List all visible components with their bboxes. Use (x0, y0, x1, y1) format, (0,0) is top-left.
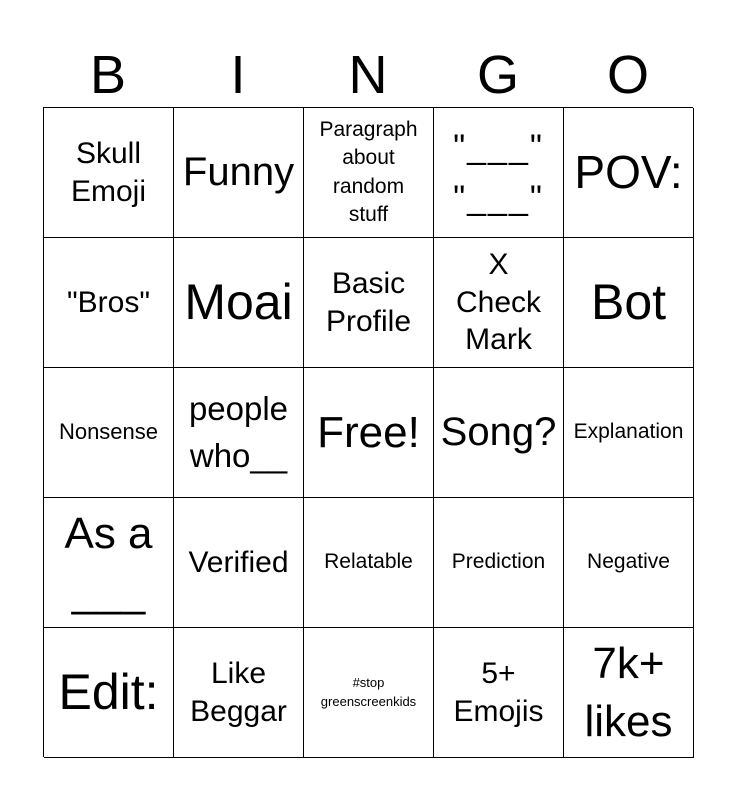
cell-label: Negative (587, 550, 670, 574)
bingo-cell[interactable] (304, 628, 434, 758)
cell-label: Nonsense (58, 419, 159, 445)
bingo-cell[interactable] (434, 628, 564, 758)
bingo-cell[interactable] (44, 368, 174, 498)
cell-label: Paragraph about random stuff (319, 117, 418, 226)
cell-label: POV: (574, 146, 683, 199)
header-letter-i: I (230, 45, 246, 105)
bingo-cell[interactable] (304, 108, 434, 238)
cell-label: X Check Mark (455, 248, 542, 357)
bingo-cell[interactable] (564, 108, 694, 238)
cell-label: 5+ Emojis (453, 657, 544, 728)
header-letter-g: G (476, 45, 519, 105)
bingo-cell[interactable] (564, 498, 694, 628)
bingo-header (43, 44, 693, 106)
bingo-cell[interactable] (174, 238, 304, 368)
bingo-cell[interactable] (174, 368, 304, 498)
cell-label: Like Beggar (190, 657, 287, 728)
cell-label: Relatable (324, 550, 413, 574)
header-letter-n: N (348, 45, 388, 105)
bingo-cell[interactable] (564, 628, 694, 758)
cell-label: "Bros" (67, 285, 150, 319)
bingo-cell[interactable] (44, 628, 174, 758)
bingo-cell[interactable] (434, 498, 564, 628)
bingo-cell[interactable] (564, 238, 694, 368)
bingo-cell[interactable] (44, 108, 174, 238)
cell-label: Bot (590, 273, 667, 330)
bingo-cell[interactable] (564, 368, 694, 498)
cell-label: Moai (184, 273, 293, 330)
cell-label: Prediction (451, 550, 546, 574)
cell-label: Edit: (58, 663, 159, 720)
bingo-cell[interactable] (174, 628, 304, 758)
header-letter-o: O (606, 45, 649, 105)
bingo-cell[interactable] (304, 368, 434, 498)
cell-label: 7k+ likes (584, 639, 673, 746)
bingo-cell[interactable] (174, 108, 304, 238)
cell-label: Basic Profile (325, 267, 412, 338)
bingo-cell[interactable] (44, 498, 174, 628)
cell-label: "___" "___" (453, 127, 544, 217)
cell-label: people who__ (188, 390, 289, 474)
cell-label: Verified (188, 545, 289, 579)
cell-label: As a ___ (64, 509, 153, 616)
bingo-cell[interactable] (174, 498, 304, 628)
bingo-board (43, 107, 693, 757)
bingo-cell[interactable] (434, 108, 564, 238)
cell-label: Song? (440, 409, 557, 454)
bingo-cell[interactable] (434, 368, 564, 498)
bingo-cell[interactable] (304, 238, 434, 368)
header-letter-b: B (89, 45, 127, 105)
cell-label: Free! (317, 407, 420, 457)
cell-label: #stop greenscreenkids (320, 674, 417, 709)
cell-label: Funny (182, 149, 295, 194)
cell-label: Skull Emoji (70, 137, 146, 208)
bingo-cell[interactable] (434, 238, 564, 368)
bingo-cell[interactable] (304, 498, 434, 628)
bingo-cell[interactable] (44, 238, 174, 368)
cell-label: Explanation (573, 420, 684, 444)
